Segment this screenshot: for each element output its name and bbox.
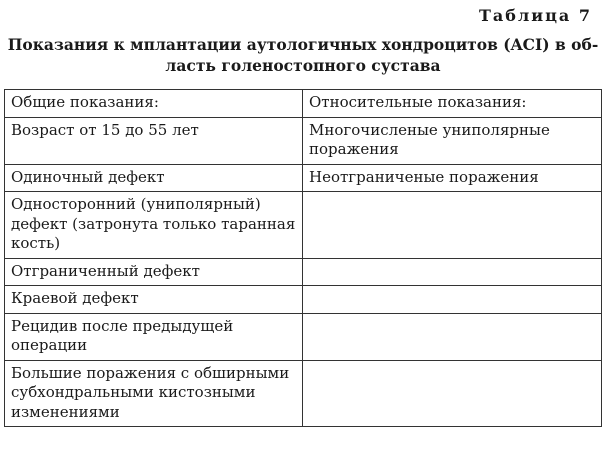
table-row	[5, 258, 602, 286]
table-cell-right	[303, 360, 602, 427]
table-cell-left: Краевой дефект	[5, 286, 303, 314]
table-cell-right: Многочисленые униполярные поражения	[303, 117, 602, 164]
table-cell-left: Отграниченный дефект	[5, 258, 303, 286]
table-cell-right	[303, 313, 602, 360]
table-cell-left: Одиночный дефект	[5, 164, 303, 192]
table-row	[5, 360, 602, 427]
table-row	[5, 313, 602, 360]
table-cell-left: Большие поражения с обширными субхондральными кистозными изменениями	[5, 360, 303, 427]
table-cell-left: Возраст от 15 до 55 лет	[5, 117, 303, 164]
general-indications-header: Общие показания:	[5, 90, 303, 118]
table-title-line-1: Показания к мплантации аутологичных хондроцитов (ACI) в об-	[7, 35, 599, 54]
table-title	[0, 34, 606, 76]
table-cell-right	[303, 286, 602, 314]
table-title-line-2: ласть голеностопного сустава	[165, 56, 441, 75]
table-row	[5, 192, 602, 259]
relative-indications-header: Относительные показания:	[303, 90, 602, 118]
table-row	[5, 286, 602, 314]
table-cell-left: Рецидив после предыдущей операции	[5, 313, 303, 360]
table-cell-right	[303, 192, 602, 259]
table-cell-right	[303, 258, 602, 286]
indications-table	[4, 89, 602, 427]
table-row	[5, 117, 602, 164]
table-cell-left: Односторонний (униполярный) дефект (затронута только таранная кость)	[5, 192, 303, 259]
table-row-header	[5, 90, 602, 118]
table-number: Таблица 7	[479, 6, 592, 25]
table-cell-right: Неотграниченые поражения	[303, 164, 602, 192]
table-row	[5, 164, 602, 192]
